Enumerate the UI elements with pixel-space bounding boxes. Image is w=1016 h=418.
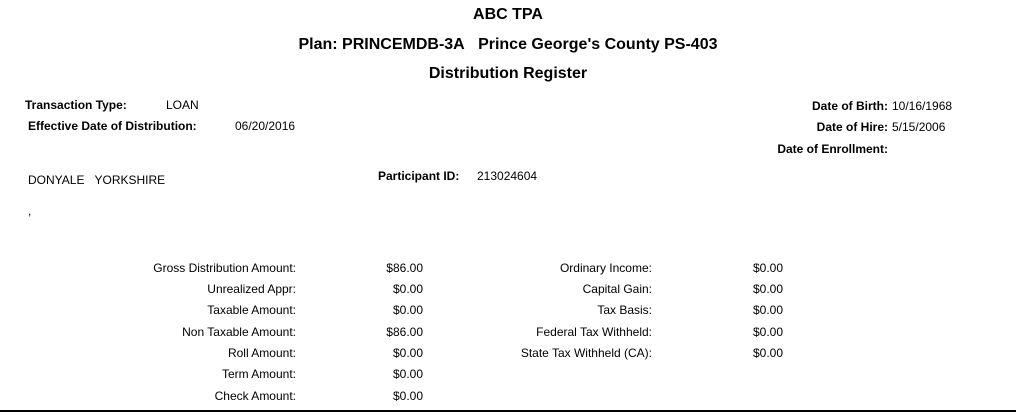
plan-id: Plan: PRINCEMDB-3A: [298, 36, 465, 53]
amount-label: Gross Distribution Amount:: [153, 261, 296, 275]
participant-id-value: 213024604: [477, 169, 538, 183]
participant-first-name: DONYALE: [28, 173, 85, 187]
amount-value: $0.00: [752, 346, 783, 360]
amount-value: $86.00: [386, 261, 423, 275]
date-of-hire-label: Date of Hire:: [816, 120, 888, 134]
amount-value: $0.00: [392, 346, 423, 360]
effective-date-label: Effective Date of Distribution:: [28, 119, 197, 133]
amount-label: Capital Gain:: [582, 282, 652, 296]
amount-label: Term Amount:: [221, 367, 296, 381]
company-name: ABC TPA: [473, 6, 543, 23]
amount-label: Taxable Amount:: [207, 303, 296, 317]
participant-name: [28, 173, 165, 187]
bottom-divider: [0, 410, 1016, 412]
amount-value: $0.00: [392, 367, 423, 381]
amount-label: Roll Amount:: [227, 346, 296, 360]
participant-address: ,: [28, 204, 32, 218]
amount-value: $86.00: [386, 325, 423, 339]
amount-label: State Tax Withheld (CA):: [520, 346, 652, 360]
amount-label: Federal Tax Withheld:: [536, 325, 652, 339]
amount-value: $0.00: [392, 389, 423, 403]
amount-value: $0.00: [392, 303, 423, 317]
plan-name: Prince George's County PS-403: [478, 36, 718, 53]
amount-label: Tax Basis:: [597, 303, 652, 317]
participant-id-label: Participant ID:: [378, 169, 460, 183]
amount-label: Unrealized Appr:: [207, 282, 296, 296]
date-of-birth-label: Date of Birth:: [812, 99, 888, 113]
transaction-type-value: LOAN: [166, 98, 199, 112]
amount-value: $0.00: [752, 325, 783, 339]
plan-heading: [0, 36, 1016, 54]
amount-label: Non Taxable Amount:: [182, 325, 296, 339]
amount-value: $0.00: [752, 261, 783, 275]
effective-date-value: 06/20/2016: [235, 119, 296, 133]
date-of-enrollment-label: Date of Enrollment:: [777, 142, 888, 156]
amount-value: $0.00: [752, 282, 783, 296]
transaction-type-label: Transaction Type:: [25, 98, 127, 112]
amount-value: $0.00: [392, 282, 423, 296]
date-of-birth-value: 10/16/1968: [892, 99, 953, 113]
participant-last-name: YORKSHIRE: [94, 173, 166, 187]
report-title: Distribution Register: [428, 65, 588, 82]
amount-label: Check Amount:: [214, 389, 296, 403]
amount-label: Ordinary Income:: [559, 261, 652, 275]
amount-value: $0.00: [752, 303, 783, 317]
date-of-hire-value: 5/15/2006: [892, 120, 946, 134]
